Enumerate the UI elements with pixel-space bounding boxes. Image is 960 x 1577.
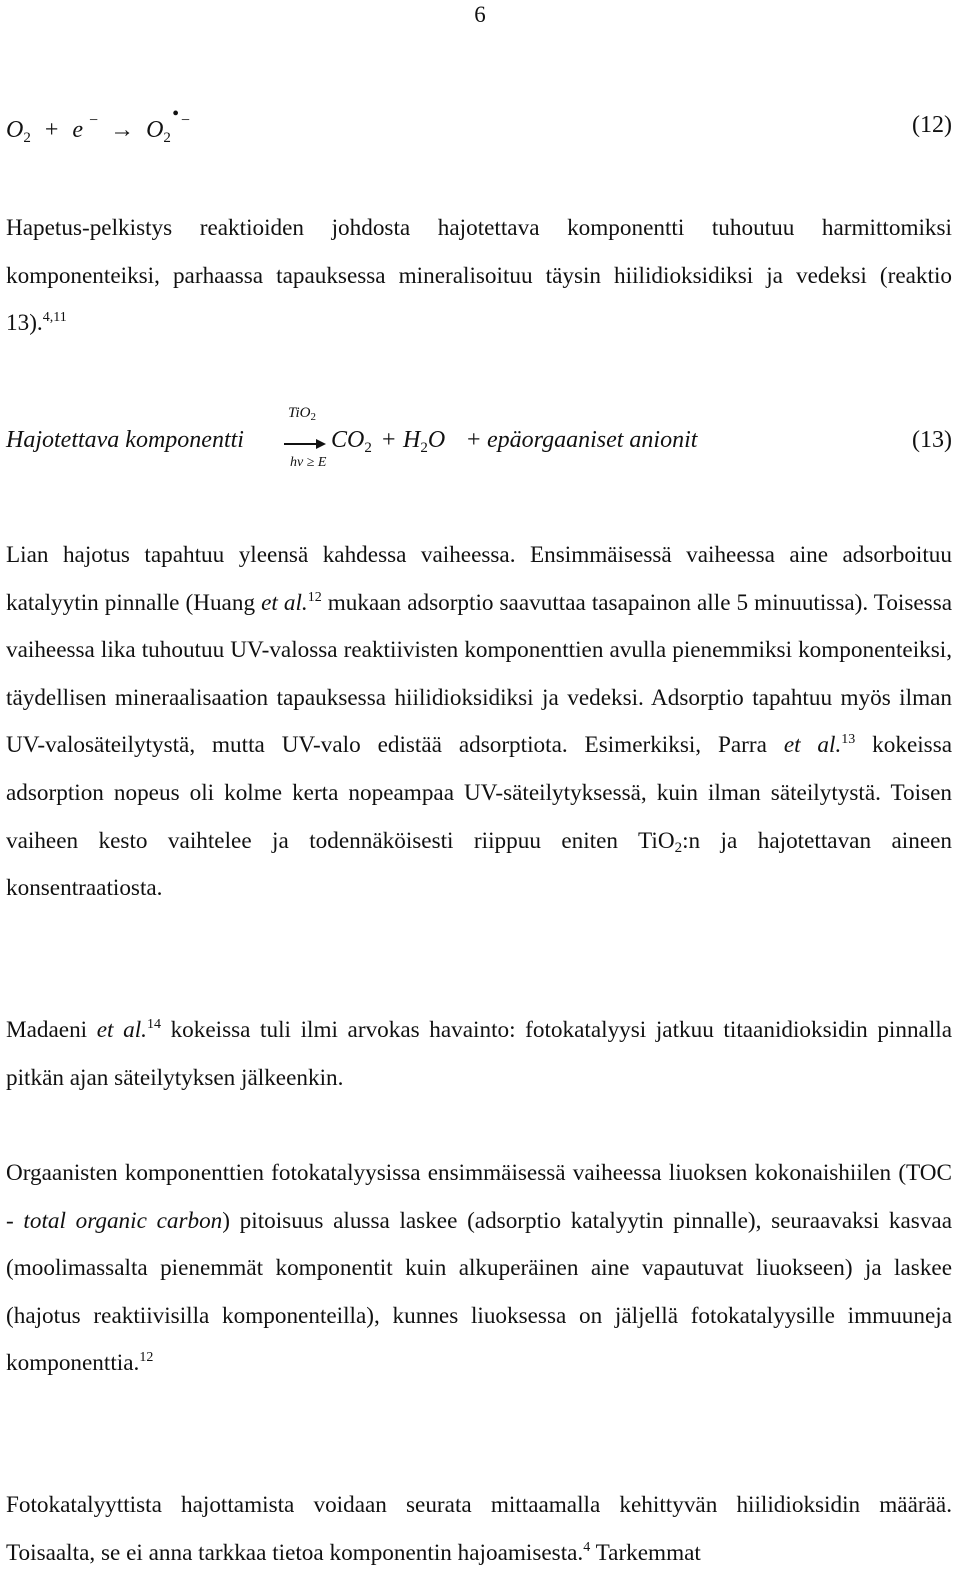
et-al: et al.: [783, 732, 842, 759]
page-number: 6: [474, 2, 486, 27]
paragraph-5: Fotokatalyyttista hajottamista voidaan seurata mittaamalla kehittyvän hiilidioksidin määrää. Toisaalta, se ei anna tarkkaa tietoa komponentin hajoamisesta.$^4$ Tarkemmat: [6, 1492, 952, 1566]
eq12-electron: e −: [72, 112, 99, 143]
eq12-arrow: →: [110, 117, 135, 143]
paragraph-2: Lian hajotus tapahtuu yleensä kahdessa vaiheessa. Ensimmäisessä vaiheessa aine adsorboituu katalyytin pinnalle (Huang et al.$^{12}$ mukaan adsorptio saavuttaa tasapainon alle 5 minuutissa). Toisessa vaiheessa lika tuhoutuu UV-valossa reaktiivisten komponenttien avulla pienemmiksi komponenteiksi, täydellisen mineraalisaation tapauksessa hiilidioksidiksi ja vedeksi. Adsorptio tapahtuu myös ilman UV-valosäteilytystä, mutta UV-valo edistää adsorptiota. Esimerkiksi, Parra et al.$^{13}$ kokeissa adsorption nopeus oli kolme kerta nopeampaa UV-säteilytyksessä, kuin ilman säteilytystä. Toisen vaiheen kesto vaihtelee ja todennäköisesti riippuu eniten TiO$_2$:n ja hajotettavan aineen konsentraatiosta.: [6, 542, 953, 902]
eq13-catalyst: TiO$_2$: [288, 405, 317, 423]
citation-ref: 4: [583, 1539, 591, 1555]
eq13-condition: hν ≥ E: [290, 455, 327, 470]
term-italic: total organic carbon: [23, 1207, 223, 1234]
citation-ref: 14: [146, 1017, 161, 1032]
eq13-right: epäorgaaniset anionit: [487, 427, 698, 453]
equation-number-12: (12): [912, 112, 952, 138]
paragraph-4: Orgaanisten komponenttien fotokatalyysissa ensimmäisessä vaiheessa liuoksen kokonaishiilen (TOC - total organic carbon) pitoisuus alussa laskee (adsorptio katalyytin pinnalle), seuraavaksi kasvaa (moolimassalta pienemmät komponentit kuin alkuperäinen aine vapautuvat liuokseen) ja laskee (hajotus reaktiivisilla komponenteilla), kunnes liuoksessa on jäljellä fotokatalyysille immuuneja komponenttia.$^{12}$: [6, 1160, 952, 1377]
eq13-plus: +: [382, 427, 396, 453]
eq12-plus: +: [44, 117, 59, 143]
eq12-o2: $O_2$: [6, 117, 31, 146]
citation-ref: 13: [841, 732, 856, 748]
eq13-h2o: $H_2O$: [403, 427, 446, 456]
citation-ref: 4,11: [42, 310, 67, 326]
eq12-superoxide: $O_2$ • −: [146, 103, 190, 146]
citation-ref: 12: [307, 589, 322, 605]
eq13-plus-2: +: [467, 427, 481, 453]
et-al: et al.: [96, 1017, 147, 1043]
reaction-arrow-icon: [283, 437, 327, 451]
equation-13: [6, 405, 952, 485]
eq13-left: Hajotettava komponentti: [6, 427, 244, 453]
paragraph-3: Madaeni et al.$^{14}$ kokeissa tuli ilmi arvokas havainto: fotokatalyysi jatkuu titaanidioksidin pinnalla pitkän ajan säteilytyksen jälkeenkin.: [6, 1017, 953, 1091]
eq13-co2: $CO_2$: [331, 427, 372, 456]
equation-12: [6, 103, 952, 152]
paragraph-1-text: Hapetus-pelkistys reaktioiden johdosta hajotettava komponentti tuhoutuu harmittomiksi komponenteiksi, parhaassa tapauksessa mineralisoituu täysin hiilidioksidiksi ja vedeksi (reaktio 13).: [6, 215, 952, 337]
equation-number-13: (13): [912, 427, 952, 453]
paragraph-1: [6, 205, 952, 348]
et-al: et al.: [261, 589, 308, 616]
citation-ref: 12: [139, 1350, 154, 1366]
